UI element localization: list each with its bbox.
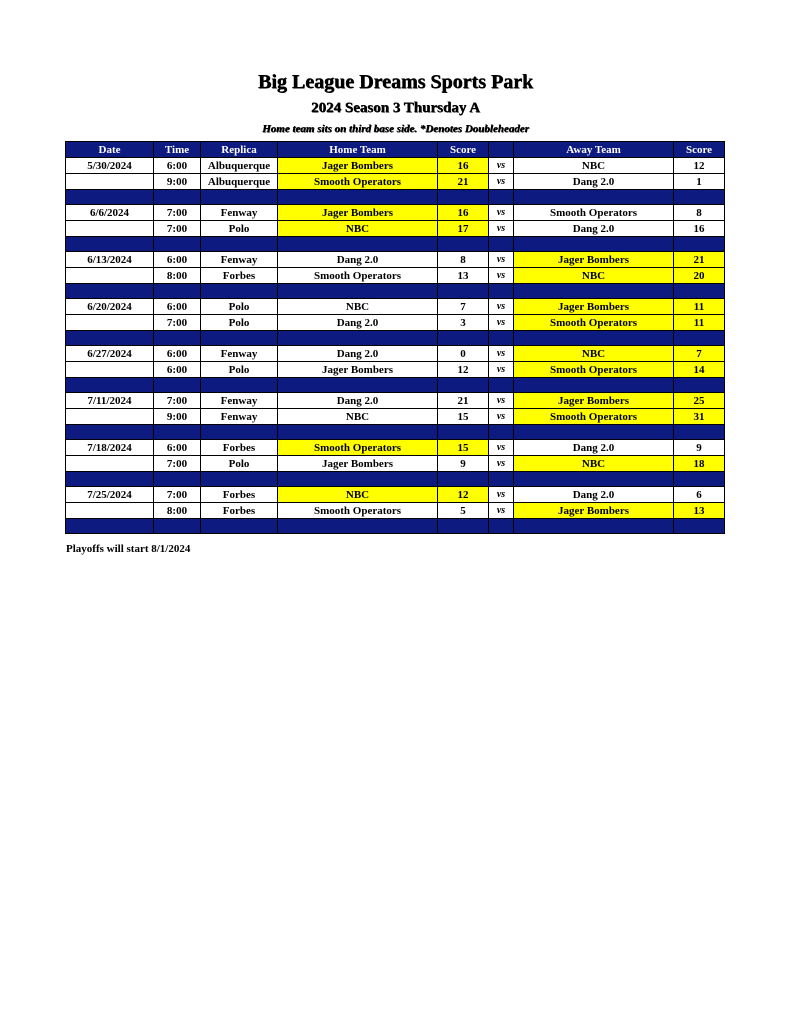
week-separator-row [66, 378, 725, 393]
game-replica: Fenway [201, 252, 278, 268]
home-score: 0 [438, 346, 489, 362]
separator-cell [278, 190, 438, 205]
game-replica: Fenway [201, 393, 278, 409]
game-time: 7:00 [154, 315, 201, 331]
vs-label: vs [489, 252, 514, 268]
separator-cell [514, 472, 674, 487]
separator-cell [154, 331, 201, 346]
schedule-body [66, 158, 725, 534]
game-date [66, 268, 154, 284]
separator-cell [278, 378, 438, 393]
game-replica: Fenway [201, 346, 278, 362]
away-team: Dang 2.0 [514, 487, 674, 503]
away-score: 1 [674, 174, 725, 190]
game-date: 5/30/2024 [66, 158, 154, 174]
game-row [66, 158, 725, 174]
game-time: 8:00 [154, 268, 201, 284]
away-score: 7 [674, 346, 725, 362]
away-score: 25 [674, 393, 725, 409]
playoffs-note: Playoffs will start 8/1/2024 [66, 543, 191, 555]
game-row [66, 393, 725, 409]
separator-cell [514, 237, 674, 252]
game-date: 6/27/2024 [66, 346, 154, 362]
separator-cell [201, 284, 278, 299]
game-date [66, 409, 154, 425]
home-score: 16 [438, 158, 489, 174]
vs-label: vs [489, 346, 514, 362]
game-date: 6/13/2024 [66, 252, 154, 268]
separator-cell [489, 472, 514, 487]
game-row [66, 456, 725, 472]
game-date [66, 456, 154, 472]
home-score: 12 [438, 362, 489, 378]
game-time: 6:00 [154, 252, 201, 268]
col-header-home-score: Score [438, 142, 489, 158]
separator-cell [489, 378, 514, 393]
game-time: 7:00 [154, 487, 201, 503]
separator-cell [674, 519, 725, 534]
away-score: 20 [674, 268, 725, 284]
vs-label: vs [489, 268, 514, 284]
separator-cell [201, 331, 278, 346]
separator-cell [514, 425, 674, 440]
separator-cell [514, 190, 674, 205]
separator-cell [674, 237, 725, 252]
separator-cell [438, 284, 489, 299]
game-row [66, 487, 725, 503]
separator-cell [489, 237, 514, 252]
col-header-replica: Replica [201, 142, 278, 158]
home-score: 5 [438, 503, 489, 519]
game-date: 7/25/2024 [66, 487, 154, 503]
col-header-vs [489, 142, 514, 158]
game-time: 6:00 [154, 440, 201, 456]
week-separator-row [66, 237, 725, 252]
game-date: 6/20/2024 [66, 299, 154, 315]
game-row [66, 221, 725, 237]
game-time: 7:00 [154, 205, 201, 221]
header-row [66, 142, 725, 158]
separator-cell [66, 331, 154, 346]
col-header-away-score: Score [674, 142, 725, 158]
game-date: 7/11/2024 [66, 393, 154, 409]
separator-cell [201, 519, 278, 534]
home-team: NBC [278, 409, 438, 425]
game-time: 6:00 [154, 299, 201, 315]
vs-label: vs [489, 487, 514, 503]
game-replica: Fenway [201, 409, 278, 425]
separator-cell [514, 378, 674, 393]
away-score: 11 [674, 299, 725, 315]
away-team: Smooth Operators [514, 315, 674, 331]
game-date [66, 174, 154, 190]
vs-label: vs [489, 409, 514, 425]
home-score: 16 [438, 205, 489, 221]
away-score: 21 [674, 252, 725, 268]
away-team: Dang 2.0 [514, 221, 674, 237]
separator-cell [278, 284, 438, 299]
game-time: 9:00 [154, 174, 201, 190]
separator-cell [201, 378, 278, 393]
separator-cell [154, 472, 201, 487]
separator-cell [438, 331, 489, 346]
game-time: 7:00 [154, 221, 201, 237]
week-separator-row [66, 284, 725, 299]
game-replica: Albuquerque [201, 158, 278, 174]
separator-cell [514, 284, 674, 299]
separator-cell [489, 425, 514, 440]
away-score: 8 [674, 205, 725, 221]
game-date: 6/6/2024 [66, 205, 154, 221]
game-time: 7:00 [154, 456, 201, 472]
game-replica: Forbes [201, 268, 278, 284]
away-team: NBC [514, 456, 674, 472]
game-row [66, 299, 725, 315]
separator-cell [489, 519, 514, 534]
away-score: 14 [674, 362, 725, 378]
game-row [66, 362, 725, 378]
away-team: Jager Bombers [514, 299, 674, 315]
home-team: Dang 2.0 [278, 315, 438, 331]
away-score: 16 [674, 221, 725, 237]
game-replica: Forbes [201, 440, 278, 456]
home-score: 13 [438, 268, 489, 284]
separator-cell [489, 331, 514, 346]
away-team: NBC [514, 268, 674, 284]
away-team: NBC [514, 158, 674, 174]
separator-cell [66, 378, 154, 393]
col-header-time: Time [154, 142, 201, 158]
separator-cell [674, 190, 725, 205]
home-team: NBC [278, 221, 438, 237]
home-score: 21 [438, 174, 489, 190]
home-score: 15 [438, 440, 489, 456]
vs-label: vs [489, 456, 514, 472]
away-team: NBC [514, 346, 674, 362]
home-score: 17 [438, 221, 489, 237]
game-replica: Polo [201, 456, 278, 472]
schedule-note: Home team sits on third base side. *Denotes Doubleheader [262, 123, 529, 135]
home-team: Dang 2.0 [278, 346, 438, 362]
away-team: Smooth Operators [514, 362, 674, 378]
separator-cell [674, 331, 725, 346]
separator-cell [278, 519, 438, 534]
separator-cell [278, 237, 438, 252]
separator-cell [66, 472, 154, 487]
home-score: 3 [438, 315, 489, 331]
game-row [66, 346, 725, 362]
week-separator-row [66, 472, 725, 487]
separator-cell [438, 190, 489, 205]
schedule-table [65, 141, 725, 534]
vs-label: vs [489, 362, 514, 378]
game-time: 6:00 [154, 346, 201, 362]
separator-cell [438, 378, 489, 393]
game-row [66, 503, 725, 519]
home-team: Dang 2.0 [278, 393, 438, 409]
game-replica: Albuquerque [201, 174, 278, 190]
home-team: Jager Bombers [278, 362, 438, 378]
game-time: 7:00 [154, 393, 201, 409]
separator-cell [201, 425, 278, 440]
home-team: Smooth Operators [278, 503, 438, 519]
separator-cell [489, 284, 514, 299]
home-team: Jager Bombers [278, 158, 438, 174]
home-score: 12 [438, 487, 489, 503]
separator-cell [489, 190, 514, 205]
game-replica: Forbes [201, 503, 278, 519]
away-team: Dang 2.0 [514, 174, 674, 190]
game-date: 7/18/2024 [66, 440, 154, 456]
separator-cell [674, 425, 725, 440]
separator-cell [66, 284, 154, 299]
home-team: Dang 2.0 [278, 252, 438, 268]
vs-label: vs [489, 315, 514, 331]
game-row [66, 174, 725, 190]
vs-label: vs [489, 440, 514, 456]
game-row [66, 440, 725, 456]
away-team: Dang 2.0 [514, 440, 674, 456]
col-header-date: Date [66, 142, 154, 158]
game-time: 8:00 [154, 503, 201, 519]
away-team: Jager Bombers [514, 393, 674, 409]
col-header-away-team: Away Team [514, 142, 674, 158]
away-score: 31 [674, 409, 725, 425]
separator-cell [438, 237, 489, 252]
week-separator-row [66, 519, 725, 534]
separator-cell [674, 284, 725, 299]
game-time: 6:00 [154, 158, 201, 174]
separator-cell [278, 331, 438, 346]
separator-cell [201, 472, 278, 487]
vs-label: vs [489, 221, 514, 237]
vs-label: vs [489, 174, 514, 190]
separator-cell [201, 190, 278, 205]
home-team: Smooth Operators [278, 440, 438, 456]
game-row [66, 268, 725, 284]
game-row [66, 205, 725, 221]
away-team: Smooth Operators [514, 205, 674, 221]
home-team: Smooth Operators [278, 268, 438, 284]
home-team: NBC [278, 487, 438, 503]
vs-label: vs [489, 299, 514, 315]
game-replica: Forbes [201, 487, 278, 503]
separator-cell [438, 519, 489, 534]
home-score: 7 [438, 299, 489, 315]
season-subtitle: 2024 Season 3 Thursday A [311, 100, 480, 116]
game-replica: Polo [201, 299, 278, 315]
away-score: 6 [674, 487, 725, 503]
home-score: 15 [438, 409, 489, 425]
game-date [66, 315, 154, 331]
home-team: Jager Bombers [278, 205, 438, 221]
home-team: NBC [278, 299, 438, 315]
away-score: 11 [674, 315, 725, 331]
separator-cell [154, 425, 201, 440]
separator-cell [154, 190, 201, 205]
week-separator-row [66, 331, 725, 346]
separator-cell [154, 378, 201, 393]
game-replica: Polo [201, 315, 278, 331]
game-date [66, 221, 154, 237]
separator-cell [514, 519, 674, 534]
game-replica: Fenway [201, 205, 278, 221]
away-team: Smooth Operators [514, 409, 674, 425]
game-replica: Polo [201, 362, 278, 378]
home-team: Jager Bombers [278, 456, 438, 472]
vs-label: vs [489, 158, 514, 174]
separator-cell [154, 284, 201, 299]
separator-cell [154, 237, 201, 252]
separator-cell [674, 378, 725, 393]
home-team: Smooth Operators [278, 174, 438, 190]
away-score: 18 [674, 456, 725, 472]
away-score: 13 [674, 503, 725, 519]
separator-cell [66, 519, 154, 534]
col-header-home-team: Home Team [278, 142, 438, 158]
separator-cell [514, 331, 674, 346]
week-separator-row [66, 190, 725, 205]
game-date [66, 503, 154, 519]
separator-cell [438, 472, 489, 487]
home-score: 8 [438, 252, 489, 268]
away-score: 9 [674, 440, 725, 456]
separator-cell [278, 472, 438, 487]
game-time: 6:00 [154, 362, 201, 378]
game-row [66, 315, 725, 331]
page-title: Big League Dreams Sports Park [257, 71, 534, 93]
game-row [66, 409, 725, 425]
separator-cell [66, 425, 154, 440]
separator-cell [674, 472, 725, 487]
separator-cell [438, 425, 489, 440]
home-score: 9 [438, 456, 489, 472]
game-date [66, 362, 154, 378]
week-separator-row [66, 425, 725, 440]
home-score: 21 [438, 393, 489, 409]
separator-cell [154, 519, 201, 534]
away-team: Jager Bombers [514, 503, 674, 519]
separator-cell [278, 425, 438, 440]
game-time: 9:00 [154, 409, 201, 425]
separator-cell [66, 190, 154, 205]
away-score: 12 [674, 158, 725, 174]
separator-cell [201, 237, 278, 252]
separator-cell [66, 237, 154, 252]
game-row [66, 252, 725, 268]
away-team: Jager Bombers [514, 252, 674, 268]
vs-label: vs [489, 503, 514, 519]
vs-label: vs [489, 393, 514, 409]
game-replica: Polo [201, 221, 278, 237]
vs-label: vs [489, 205, 514, 221]
